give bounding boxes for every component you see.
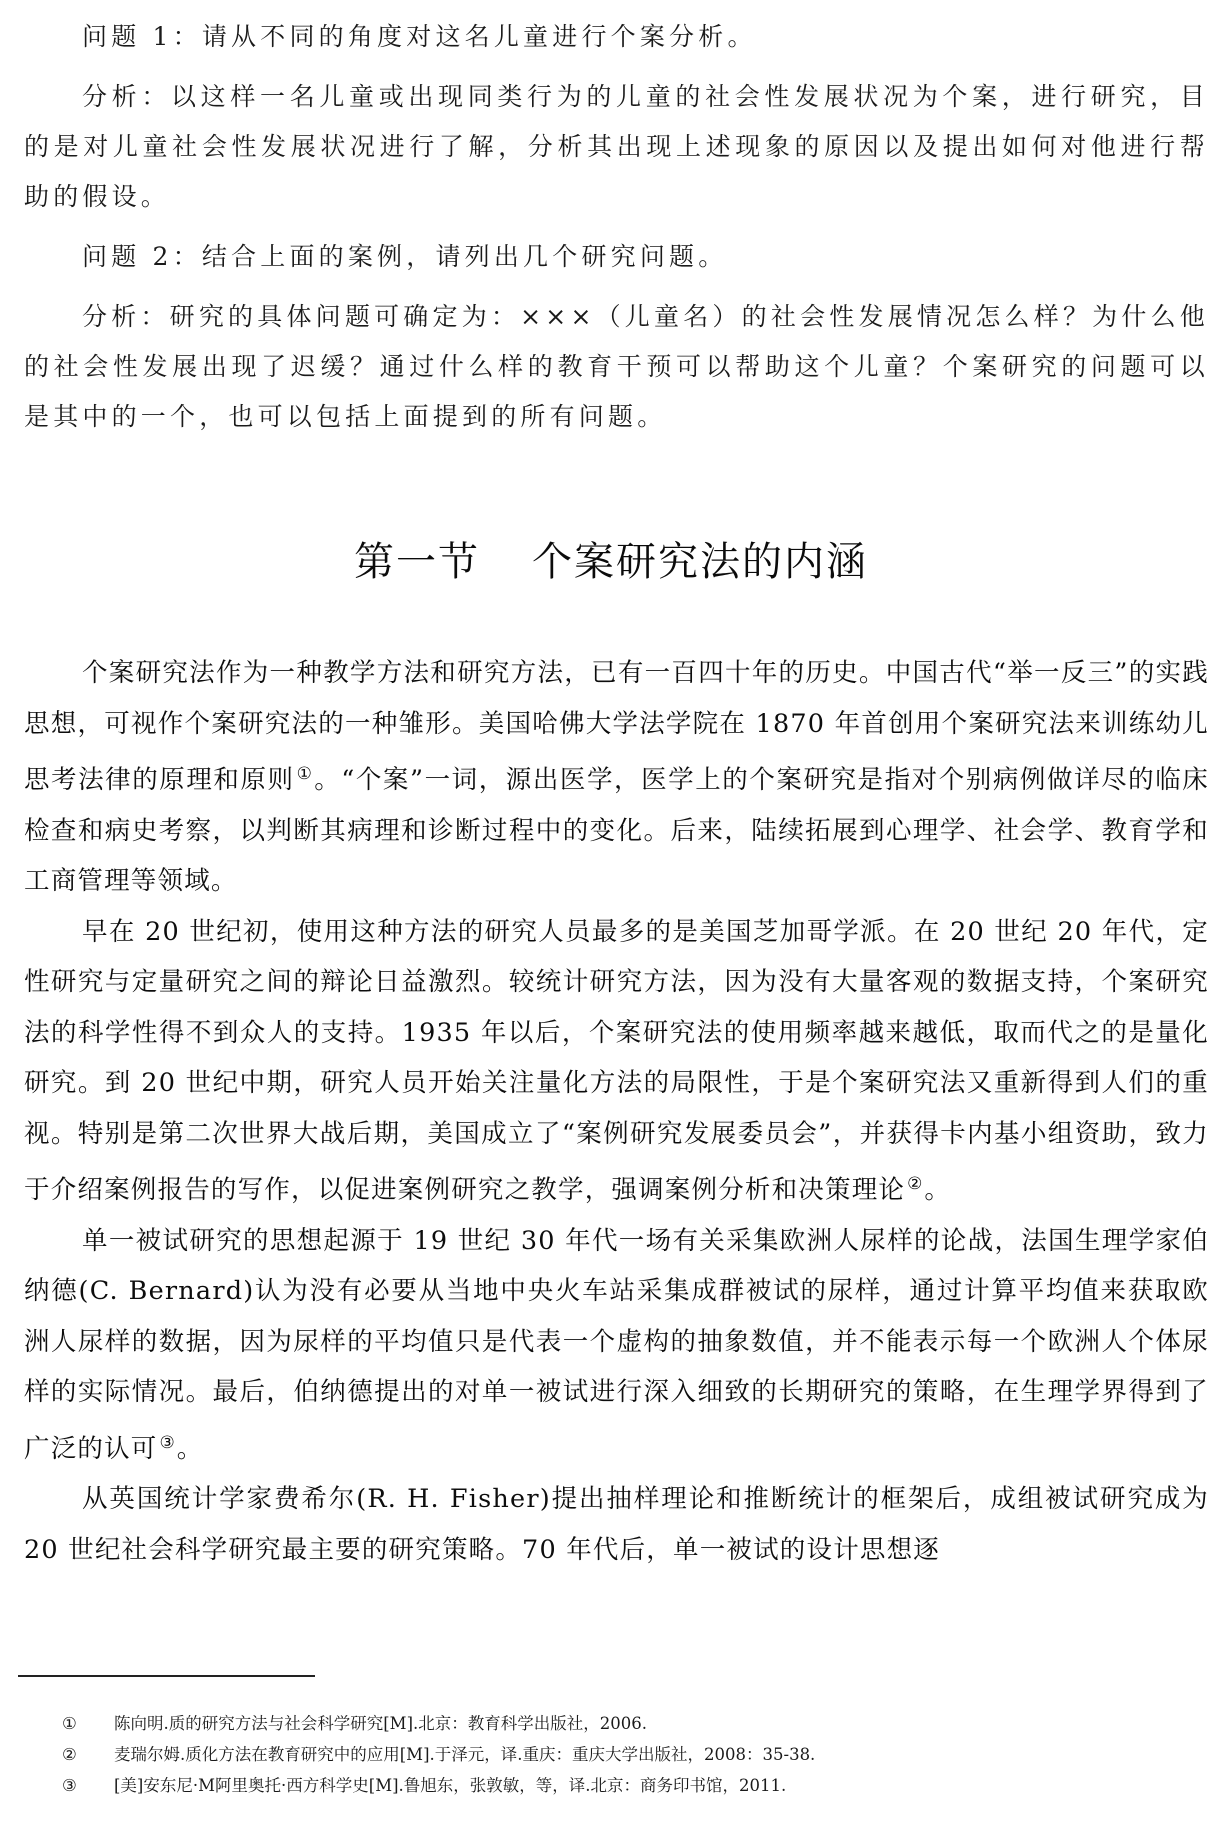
footnote-text: 陈向明.质的研究方法与社会科学研究[M].北京：教育科学出版社，2006. <box>114 1714 647 1733</box>
footnote-marker: ② <box>62 1745 77 1764</box>
analysis-2: 分析：研究的具体问题可确定为：×××（儿童名）的社会性发展情况怎么样？为什么他的社会性发展出现了迟缓？通过什么样的教育干预可以帮助这个儿童？个案研究的问题可以是其中的一个，也可以包括上面提到的所有问题。 <box>24 302 1209 431</box>
paragraph: 早在 20 世纪初，使用这种方法的研究人员最多的是美国芝加哥学派。在 20 世纪 20 年代，定性研究与定量研究之间的辩论日益激烈。较统计研究方法，因为没有大量客观的数据支持，个案研究法的科学性得不到众人的支持。1935 年以后，个案研究法的使用频率越来越低，取而代之的是量化研究。到 20 世纪中期，研究人员开始关注量化方法的局限性，于是个案研究法又重新得到人们的重视。特别是第二次世界大战后期，美国成立了“案例研究发展委员会”，并获得卡内基小组资助，致力于介绍案例报告的写作，以促进案例研究之教学，强调案例分析和决策理论 ②。 <box>24 916 1209 1205</box>
question-2: 问题 2：结合上面的案例，请列出几个研究问题。 <box>82 242 728 271</box>
question-1: 问题 1：请从不同的角度对这名儿童进行个案分析。 <box>82 22 757 51</box>
footnote-2 <box>62 1739 815 1770</box>
footnote-ref-2[interactable]: ② <box>907 1174 923 1194</box>
section-heading <box>0 530 1222 587</box>
footnotes <box>62 1708 815 1801</box>
analysis-1: 分析：以这样一名儿童或出现同类行为的儿童的社会性发展状况为个案，进行研究，目的是对儿童社会性发展状况进行了解，分析其出现上述现象的原因以及提出如何对他进行帮助的假设。 <box>24 82 1209 211</box>
section-title: 个案研究法的内涵 <box>532 539 868 585</box>
footnote-ref-1[interactable]: ① <box>296 764 313 784</box>
footnote-marker: ③ <box>62 1776 77 1795</box>
footnote-text: [美]安东尼·M阿里奥托·西方科学史[M].鲁旭东，张敦敏，等，译.北京：商务印书馆，2011. <box>114 1776 787 1795</box>
footnote-ref-3[interactable]: ③ <box>159 1432 175 1453</box>
footnote-divider <box>18 1675 315 1677</box>
section-body <box>24 648 1209 1575</box>
footnote-1 <box>62 1708 815 1739</box>
footnote-text: 麦瑞尔姆.质化方法在教育研究中的应用[M].于泽元，译.重庆：重庆大学出版社，2008：35-38. <box>114 1745 816 1764</box>
paragraph: 从英国统计学家费希尔(R. H. Fisher)提出抽样理论和推断统计的框架后，成组被试研究成为 20 世纪社会科学研究最主要的研究策略。70 年代后，单一被试的设计思想逐 <box>24 1484 1209 1565</box>
footnote-marker: ① <box>62 1714 77 1733</box>
preface-questions <box>24 0 1209 442</box>
paragraph: 个案研究法作为一种教学方法和研究方法，已有一百四十年的历史。中国古代“举一反三”的实践思想，可视作个案研究法的一种雏形。美国哈佛大学法学院在 1870 年首创用个案研究法来训练幼儿思考法律的原理和原则 ①。“个案”一词，源出医学，医学上的个案研究是指对个别病例做详尽的临床检查和病史考察，以判断其病理和诊断过程中的变化。后来，陆续拓展到心理学、社会学、教育学和工商管理等领域。 <box>24 658 1209 896</box>
section-number: 第一节 <box>354 539 480 585</box>
footnote-3 <box>62 1770 815 1801</box>
paragraph: 单一被试研究的思想起源于 19 世纪 30 年代一场有关采集欧洲人尿样的论战，法国生理学家伯纳德(C. Bernard)认为没有必要从当地中央火车站采集成群被试的尿样，通过计算平均值来获取欧洲人尿样的数据，因为尿样的平均值只是代表一个虚构的抽象数值，并不能表示每一个欧洲人个体尿样的实际情况。最后，伯纳德提出的对单一被试进行深入细致的长期研究的策略，在生理学界得到了广泛的认可 ③。 <box>24 1225 1209 1464</box>
